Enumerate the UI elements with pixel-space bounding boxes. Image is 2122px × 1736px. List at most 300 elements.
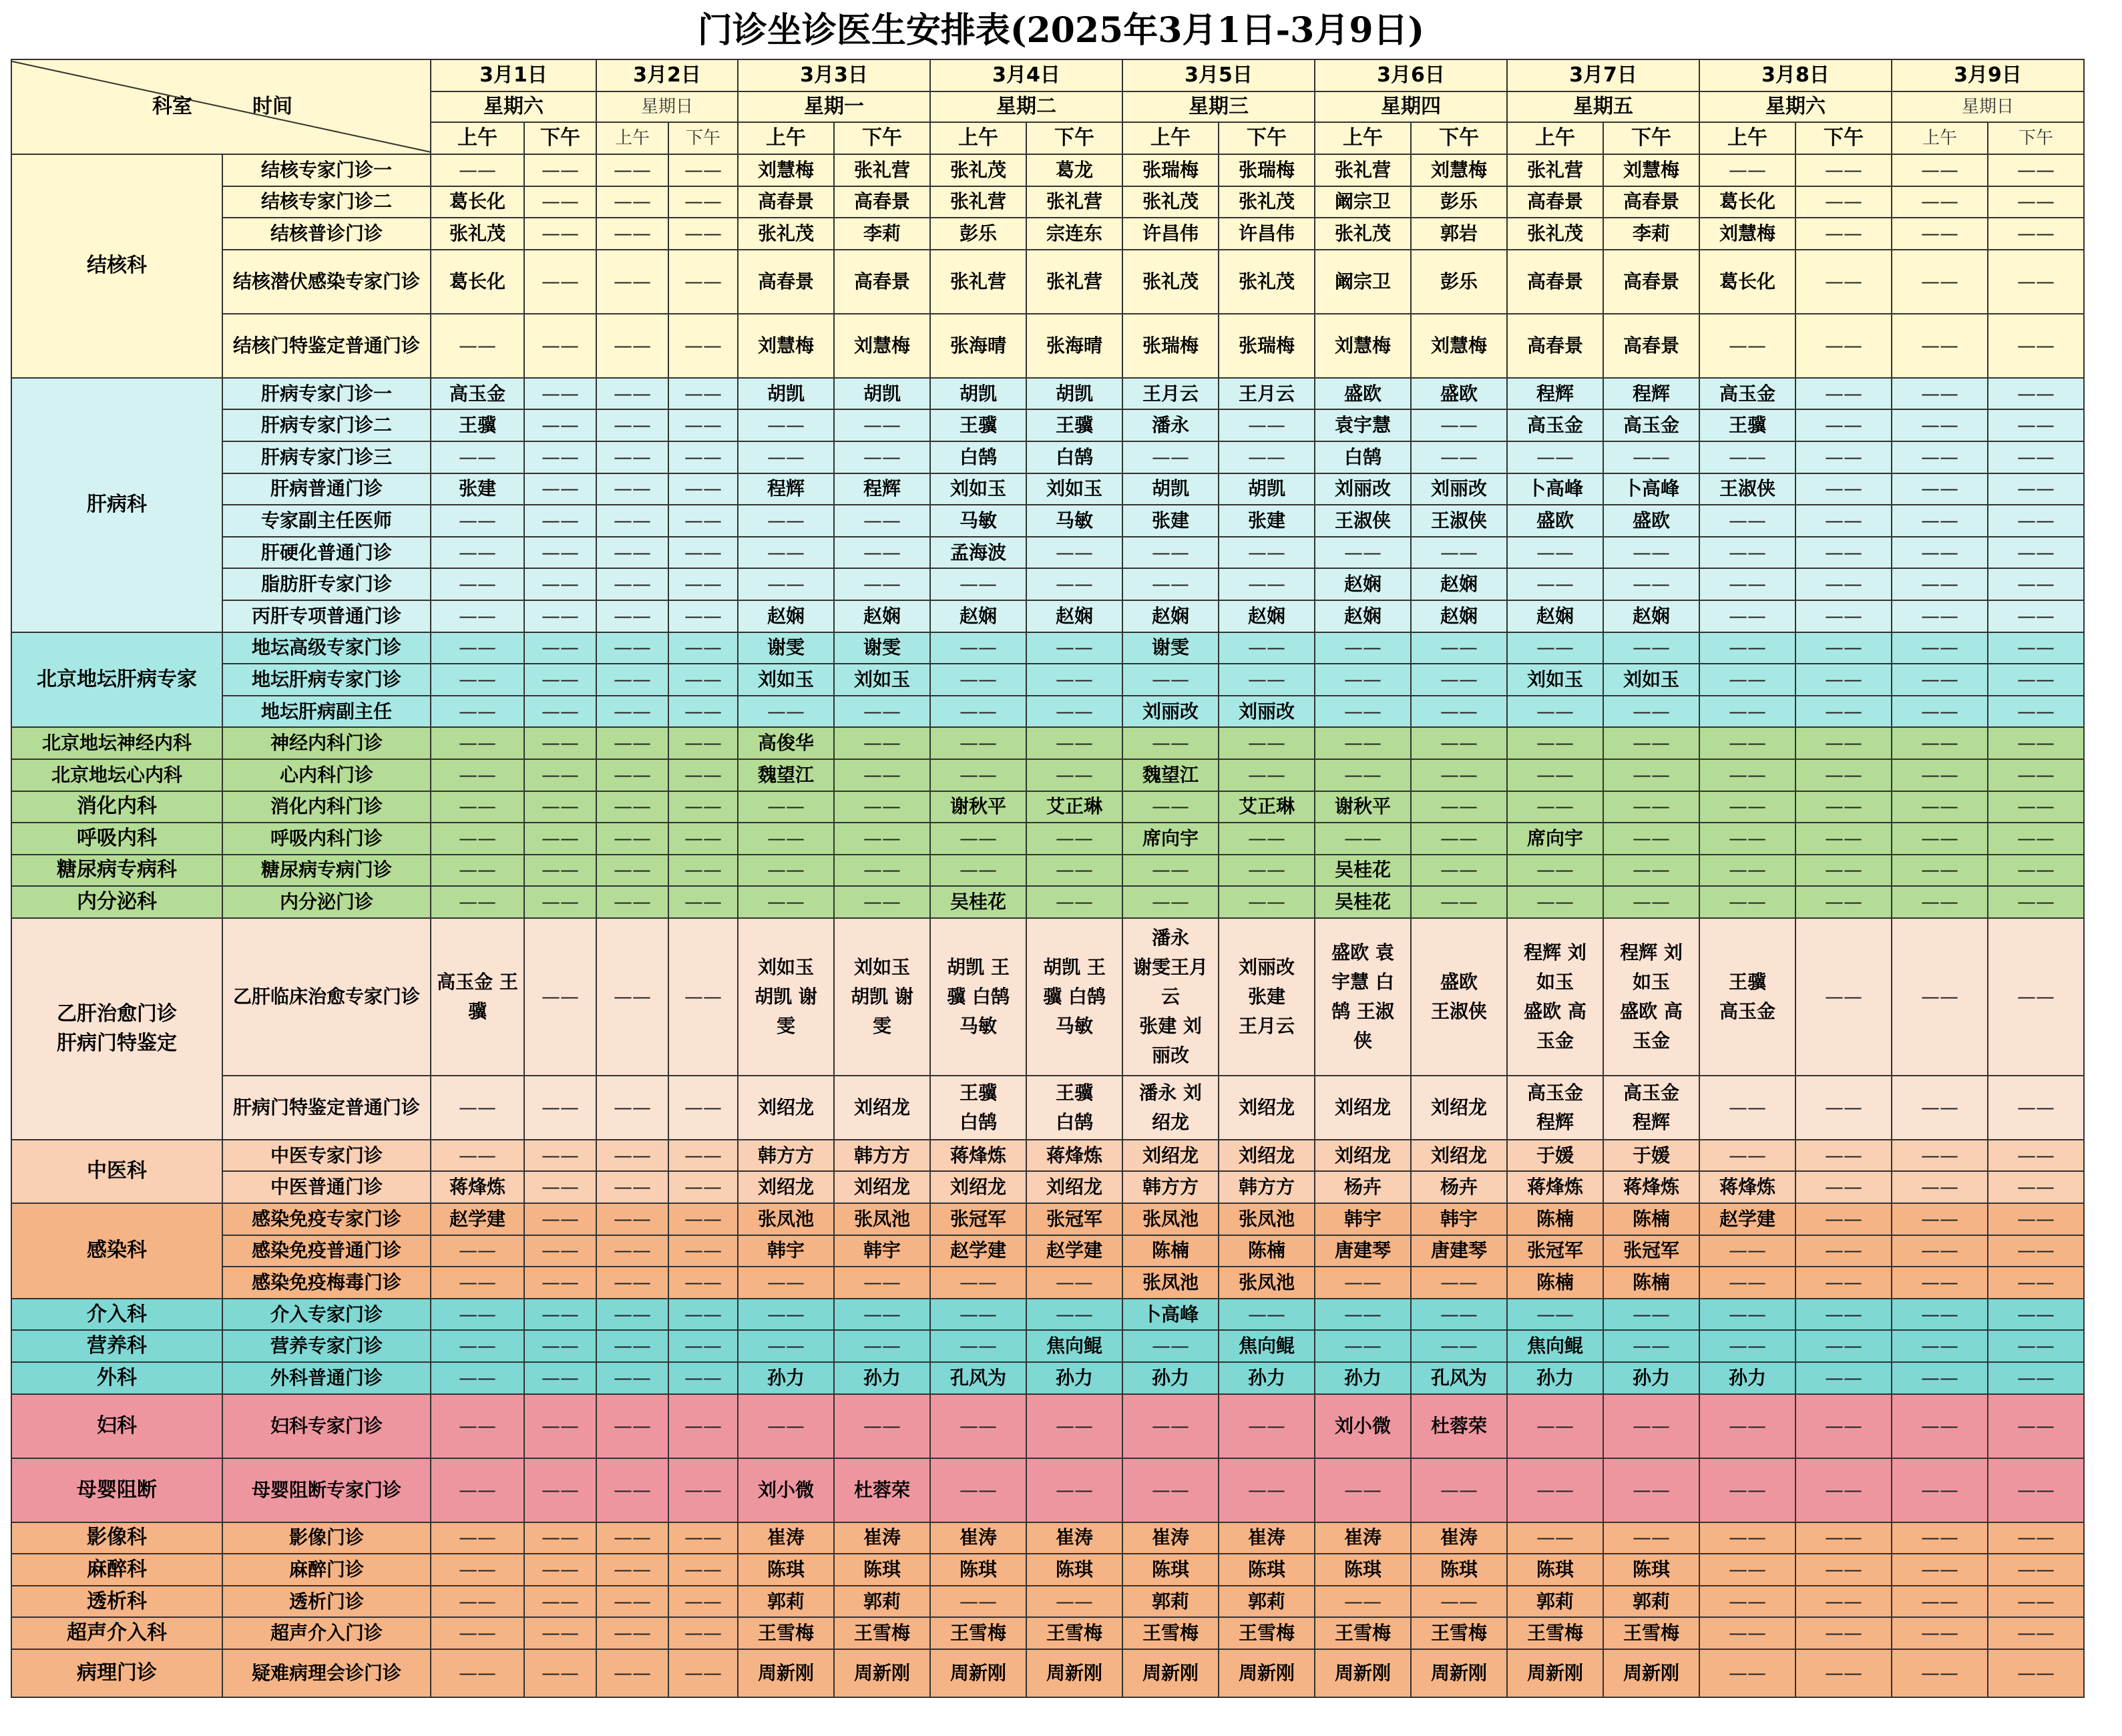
schedule-cell: —— bbox=[1988, 314, 2084, 378]
schedule-cell: 刘如玉 bbox=[1507, 664, 1603, 696]
schedule-cell: —— bbox=[1795, 664, 1892, 696]
schedule-cell: —— bbox=[1892, 664, 1988, 696]
schedule-cell: —— bbox=[668, 1171, 738, 1203]
schedule-cell: —— bbox=[1699, 1617, 1795, 1649]
schedule-cell: —— bbox=[668, 823, 738, 855]
schedule-cell: —— bbox=[1988, 1458, 2084, 1522]
schedule-cell: —— bbox=[1988, 1586, 2084, 1618]
schedule-cell: 张瑞梅 bbox=[1122, 314, 1219, 378]
schedule-cell: 卜高峰 bbox=[1507, 473, 1603, 505]
schedule-cell: —— bbox=[1892, 1203, 1988, 1235]
clinic-name: 透析门诊 bbox=[222, 1586, 431, 1618]
schedule-cell: —— bbox=[1699, 505, 1795, 537]
schedule-cell: 席向宇 bbox=[1507, 823, 1603, 855]
session-header-pm: 下午 bbox=[1411, 122, 1507, 154]
schedule-cell: 高春景 bbox=[1603, 186, 1699, 218]
schedule-cell: —— bbox=[1122, 664, 1219, 696]
schedule-cell: —— bbox=[1026, 1299, 1122, 1331]
schedule-cell: —— bbox=[524, 378, 596, 410]
schedule-cell: 崔涛 bbox=[738, 1522, 834, 1554]
schedule-cell: —— bbox=[431, 1076, 524, 1140]
department-name: 北京地坛神经内科 bbox=[11, 727, 222, 759]
schedule-cell: —— bbox=[596, 696, 668, 728]
schedule-cell: 张海晴 bbox=[1026, 314, 1122, 378]
schedule-cell: —— bbox=[1988, 378, 2084, 410]
schedule-cell: —— bbox=[1892, 1076, 1988, 1140]
schedule-cell: 唐建琴 bbox=[1315, 1235, 1411, 1267]
schedule-cell: —— bbox=[1988, 696, 2084, 728]
schedule-cell: —— bbox=[1411, 1330, 1507, 1362]
schedule-cell: —— bbox=[1219, 1458, 1315, 1522]
schedule-cell: 马敏 bbox=[930, 505, 1026, 537]
schedule-cell: 张冠军 bbox=[1026, 1203, 1122, 1235]
schedule-cell: 赵娴 bbox=[930, 600, 1026, 632]
schedule-cell: 胡凯 bbox=[1026, 378, 1122, 410]
schedule-cell: —— bbox=[834, 1394, 930, 1458]
table-row bbox=[11, 1649, 2084, 1697]
schedule-cell: —— bbox=[930, 568, 1026, 600]
schedule-cell: 周新刚 bbox=[1315, 1649, 1411, 1697]
schedule-cell: 王雪梅 bbox=[1219, 1617, 1315, 1649]
schedule-cell: 韩宇 bbox=[834, 1235, 930, 1267]
schedule-cell: —— bbox=[1988, 505, 2084, 537]
session-header-pm: 下午 bbox=[1026, 122, 1122, 154]
schedule-cell: 葛长化 bbox=[1699, 250, 1795, 314]
schedule-cell: —— bbox=[596, 378, 668, 410]
schedule-cell: —— bbox=[930, 1330, 1026, 1362]
schedule-cell: —— bbox=[738, 1299, 834, 1331]
schedule-cell: 赵娴 bbox=[1026, 600, 1122, 632]
session-header-am: 上午 bbox=[1699, 122, 1795, 154]
schedule-cell: —— bbox=[1699, 1458, 1795, 1522]
department-name: 内分泌科 bbox=[11, 886, 222, 918]
schedule-cell: —— bbox=[524, 1299, 596, 1331]
department-name: 肝病科 bbox=[11, 378, 222, 632]
clinic-name: 影像门诊 bbox=[222, 1522, 431, 1554]
table-row bbox=[11, 1394, 2084, 1458]
schedule-cell: 赵娴 bbox=[1603, 600, 1699, 632]
schedule-cell: 陈楠 bbox=[1219, 1235, 1315, 1267]
schedule-cell: 刘绍龙 bbox=[834, 1076, 930, 1140]
schedule-cell: —— bbox=[431, 1554, 524, 1586]
schedule-cell: —— bbox=[596, 759, 668, 791]
table-row bbox=[11, 1267, 2084, 1299]
schedule-cell: —— bbox=[1892, 314, 1988, 378]
schedule-cell: 程辉 刘 如玉 盛欧 高 玉金 bbox=[1603, 918, 1699, 1076]
schedule-cell: —— bbox=[1988, 1203, 2084, 1235]
schedule-cell: 张礼茂 bbox=[930, 154, 1026, 186]
clinic-name: 疑难病理会诊门诊 bbox=[222, 1649, 431, 1697]
schedule-cell: —— bbox=[1026, 568, 1122, 600]
schedule-cell: —— bbox=[668, 664, 738, 696]
schedule-cell: —— bbox=[431, 1267, 524, 1299]
table-row bbox=[11, 473, 2084, 505]
schedule-cell: —— bbox=[524, 186, 596, 218]
schedule-cell: —— bbox=[834, 696, 930, 728]
schedule-cell: 刘丽改 bbox=[1315, 473, 1411, 505]
schedule-cell: —— bbox=[524, 314, 596, 378]
schedule-cell: 高玉金 bbox=[1603, 409, 1699, 441]
schedule-cell: 刘小微 bbox=[738, 1458, 834, 1522]
schedule-cell: 胡凯 bbox=[834, 378, 930, 410]
schedule-cell: —— bbox=[1411, 759, 1507, 791]
schedule-cell: 高春景 bbox=[834, 186, 930, 218]
schedule-cell: —— bbox=[1219, 1299, 1315, 1331]
clinic-name: 介入专家门诊 bbox=[222, 1299, 431, 1331]
schedule-cell: 吴桂花 bbox=[930, 886, 1026, 918]
schedule-cell: 杨卉 bbox=[1411, 1171, 1507, 1203]
department-name: 外科 bbox=[11, 1362, 222, 1394]
schedule-cell: —— bbox=[1699, 1522, 1795, 1554]
schedule-cell: 潘永 刘 绍龙 bbox=[1122, 1076, 1219, 1140]
schedule-cell: —— bbox=[1892, 378, 1988, 410]
schedule-cell: —— bbox=[1988, 1330, 2084, 1362]
schedule-cell: —— bbox=[524, 600, 596, 632]
schedule-cell: 张礼茂 bbox=[1315, 218, 1411, 250]
schedule-cell: 韩方方 bbox=[1219, 1171, 1315, 1203]
schedule-cell: —— bbox=[668, 1076, 738, 1140]
schedule-cell: —— bbox=[1988, 473, 2084, 505]
schedule-cell: —— bbox=[668, 409, 738, 441]
weekday-header: 星期日 bbox=[1892, 91, 2084, 122]
schedule-cell: 王骥 白鹄 bbox=[930, 1076, 1026, 1140]
weekday-header: 星期一 bbox=[738, 91, 930, 122]
schedule-cell: —— bbox=[1315, 1586, 1411, 1618]
schedule-cell: —— bbox=[1892, 791, 1988, 823]
schedule-cell: 张礼茂 bbox=[1122, 250, 1219, 314]
schedule-cell: —— bbox=[1699, 314, 1795, 378]
clinic-name: 肝病专家门诊一 bbox=[222, 378, 431, 410]
schedule-cell: —— bbox=[524, 505, 596, 537]
schedule-cell: —— bbox=[668, 505, 738, 537]
schedule-cell: —— bbox=[431, 1140, 524, 1172]
department-name: 介入科 bbox=[11, 1299, 222, 1331]
schedule-cell: —— bbox=[1122, 441, 1219, 473]
schedule-cell: —— bbox=[596, 1203, 668, 1235]
schedule-cell: —— bbox=[1315, 537, 1411, 569]
schedule-cell: —— bbox=[596, 1330, 668, 1362]
schedule-cell: —— bbox=[524, 441, 596, 473]
schedule-cell: —— bbox=[834, 886, 930, 918]
schedule-cell: —— bbox=[596, 855, 668, 887]
schedule-cell: —— bbox=[1988, 759, 2084, 791]
schedule-cell: 孔风为 bbox=[930, 1362, 1026, 1394]
schedule-cell: —— bbox=[1892, 600, 1988, 632]
schedule-cell: —— bbox=[1988, 600, 2084, 632]
schedule-cell: 王骥 白鹄 bbox=[1026, 1076, 1122, 1140]
schedule-cell: —— bbox=[596, 1649, 668, 1697]
schedule-cell: 于媛 bbox=[1603, 1140, 1699, 1172]
schedule-cell: —— bbox=[1988, 1394, 2084, 1458]
schedule-cell: —— bbox=[1892, 886, 1988, 918]
schedule-cell: 盛欧 bbox=[1507, 505, 1603, 537]
schedule-cell: 刘如玉 bbox=[834, 664, 930, 696]
schedule-cell: 白鹄 bbox=[930, 441, 1026, 473]
schedule-cell: —— bbox=[431, 1649, 524, 1697]
schedule-cell: —— bbox=[596, 314, 668, 378]
schedule-cell: —— bbox=[1122, 1394, 1219, 1458]
schedule-cell: —— bbox=[668, 1394, 738, 1458]
schedule-cell: 陈楠 bbox=[1603, 1203, 1699, 1235]
schedule-cell: —— bbox=[668, 1203, 738, 1235]
schedule-cell: —— bbox=[1507, 759, 1603, 791]
schedule-cell: —— bbox=[1795, 759, 1892, 791]
schedule-cell: 杨卉 bbox=[1315, 1171, 1411, 1203]
schedule-cell: —— bbox=[1219, 632, 1315, 664]
schedule-cell: —— bbox=[1892, 918, 1988, 1076]
schedule-cell: —— bbox=[596, 1299, 668, 1331]
clinic-name: 肝病门特鉴定普通门诊 bbox=[222, 1076, 431, 1140]
schedule-cell: —— bbox=[1315, 1299, 1411, 1331]
schedule-cell: —— bbox=[1507, 1458, 1603, 1522]
schedule-cell: —— bbox=[1507, 696, 1603, 728]
schedule-cell: —— bbox=[1699, 1586, 1795, 1618]
schedule-cell: —— bbox=[1795, 409, 1892, 441]
schedule-cell: 白鹄 bbox=[1315, 441, 1411, 473]
table-row bbox=[11, 186, 2084, 218]
table-row bbox=[11, 441, 2084, 473]
schedule-cell: —— bbox=[431, 441, 524, 473]
schedule-cell: 郭莉 bbox=[834, 1586, 930, 1618]
schedule-cell: —— bbox=[668, 886, 738, 918]
schedule-cell: 张礼茂 bbox=[1219, 250, 1315, 314]
schedule-cell: —— bbox=[596, 1362, 668, 1394]
schedule-cell: —— bbox=[1988, 727, 2084, 759]
schedule-cell: —— bbox=[668, 537, 738, 569]
clinic-name: 感染免疫普通门诊 bbox=[222, 1235, 431, 1267]
schedule-cell: 赵娴 bbox=[738, 600, 834, 632]
schedule-cell: 刘绍龙 bbox=[738, 1076, 834, 1140]
schedule-cell: 刘如玉 胡凯 谢 雯 bbox=[738, 918, 834, 1076]
schedule-cell: 崔涛 bbox=[1315, 1522, 1411, 1554]
schedule-cell: —— bbox=[1892, 441, 1988, 473]
schedule-cell: —— bbox=[930, 696, 1026, 728]
schedule-cell: 陈琪 bbox=[930, 1554, 1026, 1586]
schedule-cell: —— bbox=[1411, 886, 1507, 918]
schedule-cell: 张海晴 bbox=[930, 314, 1026, 378]
schedule-cell: —— bbox=[1892, 1235, 1988, 1267]
schedule-cell: 高春景 bbox=[738, 186, 834, 218]
schedule-cell: 葛长化 bbox=[431, 186, 524, 218]
schedule-cell: —— bbox=[1026, 727, 1122, 759]
clinic-name: 呼吸内科门诊 bbox=[222, 823, 431, 855]
schedule-cell: —— bbox=[1988, 823, 2084, 855]
schedule-cell: —— bbox=[738, 441, 834, 473]
schedule-cell: —— bbox=[431, 886, 524, 918]
schedule-cell: —— bbox=[1892, 1617, 1988, 1649]
schedule-cell: 刘绍龙 bbox=[1219, 1076, 1315, 1140]
schedule-cell: —— bbox=[524, 1140, 596, 1172]
session-header-am: 上午 bbox=[1507, 122, 1603, 154]
schedule-cell: 盛欧 袁 宇慧 白 鹄 王淑 侠 bbox=[1315, 918, 1411, 1076]
schedule-cell: —— bbox=[668, 568, 738, 600]
schedule-cell: —— bbox=[1988, 1171, 2084, 1203]
schedule-cell: 艾正琳 bbox=[1026, 791, 1122, 823]
schedule-cell: 蒋烽炼 bbox=[930, 1140, 1026, 1172]
schedule-cell: —— bbox=[1988, 154, 2084, 186]
schedule-cell: 谢雯 bbox=[1122, 632, 1219, 664]
schedule-cell: 胡凯 bbox=[930, 378, 1026, 410]
schedule-cell: 程辉 bbox=[1603, 378, 1699, 410]
schedule-cell: —— bbox=[834, 759, 930, 791]
schedule-cell: —— bbox=[1507, 1299, 1603, 1331]
schedule-cell: —— bbox=[668, 1617, 738, 1649]
schedule-cell: —— bbox=[1026, 886, 1122, 918]
schedule-cell: —— bbox=[1892, 1362, 1988, 1394]
schedule-cell: —— bbox=[1219, 664, 1315, 696]
schedule-cell: 张礼茂 bbox=[431, 218, 524, 250]
schedule-cell: 刘慧梅 bbox=[1411, 314, 1507, 378]
schedule-cell: —— bbox=[1892, 696, 1988, 728]
schedule-cell: —— bbox=[1603, 1394, 1699, 1458]
schedule-cell: —— bbox=[596, 1171, 668, 1203]
schedule-cell: —— bbox=[431, 1458, 524, 1522]
table-row bbox=[11, 632, 2084, 664]
schedule-cell: —— bbox=[431, 505, 524, 537]
schedule-cell: —— bbox=[1988, 568, 2084, 600]
schedule-cell: 吴桂花 bbox=[1315, 855, 1411, 887]
schedule-cell: 崔涛 bbox=[1122, 1522, 1219, 1554]
schedule-cell: 张建 bbox=[1122, 505, 1219, 537]
schedule-cell: 刘绍龙 bbox=[1122, 1140, 1219, 1172]
schedule-cell: 高春景 bbox=[1603, 250, 1699, 314]
clinic-name: 结核潜伏感染专家门诊 bbox=[222, 250, 431, 314]
schedule-cell: —— bbox=[668, 1362, 738, 1394]
schedule-cell: —— bbox=[1603, 441, 1699, 473]
schedule-cell: —— bbox=[1603, 886, 1699, 918]
schedule-cell: 张礼营 bbox=[834, 154, 930, 186]
schedule-cell: 刘绍龙 bbox=[1026, 1171, 1122, 1203]
department-name: 麻醉科 bbox=[11, 1554, 222, 1586]
schedule-cell: —— bbox=[738, 791, 834, 823]
clinic-name: 结核门特鉴定普通门诊 bbox=[222, 314, 431, 378]
schedule-cell: —— bbox=[524, 1171, 596, 1203]
schedule-cell: 王雪梅 bbox=[1603, 1617, 1699, 1649]
department-name: 消化内科 bbox=[11, 791, 222, 823]
schedule-cell: 刘绍龙 bbox=[1219, 1140, 1315, 1172]
schedule-cell: —— bbox=[1699, 855, 1795, 887]
schedule-cell: 孙力 bbox=[1219, 1362, 1315, 1394]
schedule-cell: 张凤池 bbox=[738, 1203, 834, 1235]
schedule-cell: —— bbox=[596, 1394, 668, 1458]
schedule-cell: —— bbox=[1699, 1299, 1795, 1331]
schedule-cell: —— bbox=[596, 1140, 668, 1172]
department-name: 呼吸内科 bbox=[11, 823, 222, 855]
schedule-cell: 郭莉 bbox=[738, 1586, 834, 1618]
schedule-cell: 盛欧 bbox=[1315, 378, 1411, 410]
schedule-cell: —— bbox=[1892, 568, 1988, 600]
schedule-cell: 王雪梅 bbox=[1026, 1617, 1122, 1649]
schedule-cell: 蒋烽炼 bbox=[1026, 1140, 1122, 1172]
date-header: 3月2日 bbox=[596, 59, 738, 91]
schedule-cell: 盛欧 bbox=[1603, 505, 1699, 537]
schedule-cell: —— bbox=[1122, 727, 1219, 759]
schedule-cell: —— bbox=[1892, 855, 1988, 887]
schedule-cell: —— bbox=[1892, 1458, 1988, 1522]
corner-time-label: 时间 bbox=[252, 95, 292, 118]
schedule-cell: 谢雯 bbox=[738, 632, 834, 664]
schedule-cell: 赵学建 bbox=[1699, 1203, 1795, 1235]
schedule-cell: —— bbox=[1892, 154, 1988, 186]
schedule-cell: 王淑侠 bbox=[1699, 473, 1795, 505]
schedule-cell: —— bbox=[668, 154, 738, 186]
schedule-cell: —— bbox=[1026, 1458, 1122, 1522]
schedule-cell: —— bbox=[524, 1617, 596, 1649]
schedule-cell: 张礼营 bbox=[930, 186, 1026, 218]
schedule-cell: —— bbox=[1411, 1458, 1507, 1522]
schedule-cell: —— bbox=[1795, 855, 1892, 887]
clinic-name: 妇科专家门诊 bbox=[222, 1394, 431, 1458]
schedule-cell: —— bbox=[1026, 696, 1122, 728]
schedule-cell: —— bbox=[834, 1299, 930, 1331]
schedule-cell: —— bbox=[1026, 1586, 1122, 1618]
schedule-cell: —— bbox=[1603, 632, 1699, 664]
schedule-cell: —— bbox=[1795, 1171, 1892, 1203]
schedule-cell: 刘如玉 bbox=[1026, 473, 1122, 505]
schedule-cell: —— bbox=[834, 409, 930, 441]
schedule-cell: —— bbox=[1603, 568, 1699, 600]
clinic-name: 感染免疫专家门诊 bbox=[222, 1203, 431, 1235]
schedule-cell: —— bbox=[1795, 441, 1892, 473]
schedule-cell: —— bbox=[668, 1267, 738, 1299]
schedule-cell: —— bbox=[1795, 314, 1892, 378]
schedule-cell: —— bbox=[1315, 696, 1411, 728]
schedule-cell: —— bbox=[668, 1299, 738, 1331]
table-row bbox=[11, 664, 2084, 696]
schedule-cell: —— bbox=[1411, 1299, 1507, 1331]
schedule-cell: 孙力 bbox=[1699, 1362, 1795, 1394]
schedule-cell: —— bbox=[1219, 886, 1315, 918]
schedule-cell: 王骥 高玉金 bbox=[1699, 918, 1795, 1076]
schedule-cell: —— bbox=[1411, 632, 1507, 664]
schedule-cell: 胡凯 bbox=[1122, 473, 1219, 505]
schedule-cell: —— bbox=[1507, 791, 1603, 823]
schedule-cell: —— bbox=[1026, 632, 1122, 664]
session-header-pm: 下午 bbox=[1988, 122, 2084, 154]
schedule-cell: 谢雯 bbox=[834, 632, 930, 664]
schedule-cell: 蒋烽炼 bbox=[431, 1171, 524, 1203]
schedule-cell: 崔涛 bbox=[1411, 1522, 1507, 1554]
schedule-cell: 高春景 bbox=[738, 250, 834, 314]
schedule-cell: 崔涛 bbox=[1026, 1522, 1122, 1554]
schedule-cell: 阚宗卫 bbox=[1315, 186, 1411, 218]
schedule-cell: 张建 bbox=[1219, 505, 1315, 537]
schedule-cell: 刘绍龙 bbox=[1411, 1140, 1507, 1172]
department-name: 感染科 bbox=[11, 1203, 222, 1299]
schedule-cell: —— bbox=[1219, 568, 1315, 600]
schedule-cell: 王月云 bbox=[1219, 378, 1315, 410]
schedule-cell: —— bbox=[1892, 1330, 1988, 1362]
schedule-cell: —— bbox=[596, 886, 668, 918]
schedule-cell: —— bbox=[1219, 409, 1315, 441]
schedule-cell: 韩宇 bbox=[738, 1235, 834, 1267]
schedule-cell: —— bbox=[1699, 696, 1795, 728]
schedule-cell: —— bbox=[834, 568, 930, 600]
schedule-cell: —— bbox=[1603, 1299, 1699, 1331]
schedule-cell: —— bbox=[1795, 1522, 1892, 1554]
schedule-cell: —— bbox=[930, 1267, 1026, 1299]
clinic-name: 母婴阻断专家门诊 bbox=[222, 1458, 431, 1522]
schedule-cell: 刘绍龙 bbox=[834, 1171, 930, 1203]
schedule-cell: 王骥 bbox=[930, 409, 1026, 441]
schedule-cell: —— bbox=[738, 1267, 834, 1299]
schedule-cell: —— bbox=[1699, 664, 1795, 696]
schedule-cell: —— bbox=[1603, 1330, 1699, 1362]
schedule-cell: —— bbox=[1507, 537, 1603, 569]
schedule-cell: 王雪梅 bbox=[1122, 1617, 1219, 1649]
schedule-cell: 孔风为 bbox=[1411, 1362, 1507, 1394]
weekday-header: 星期六 bbox=[431, 91, 596, 122]
